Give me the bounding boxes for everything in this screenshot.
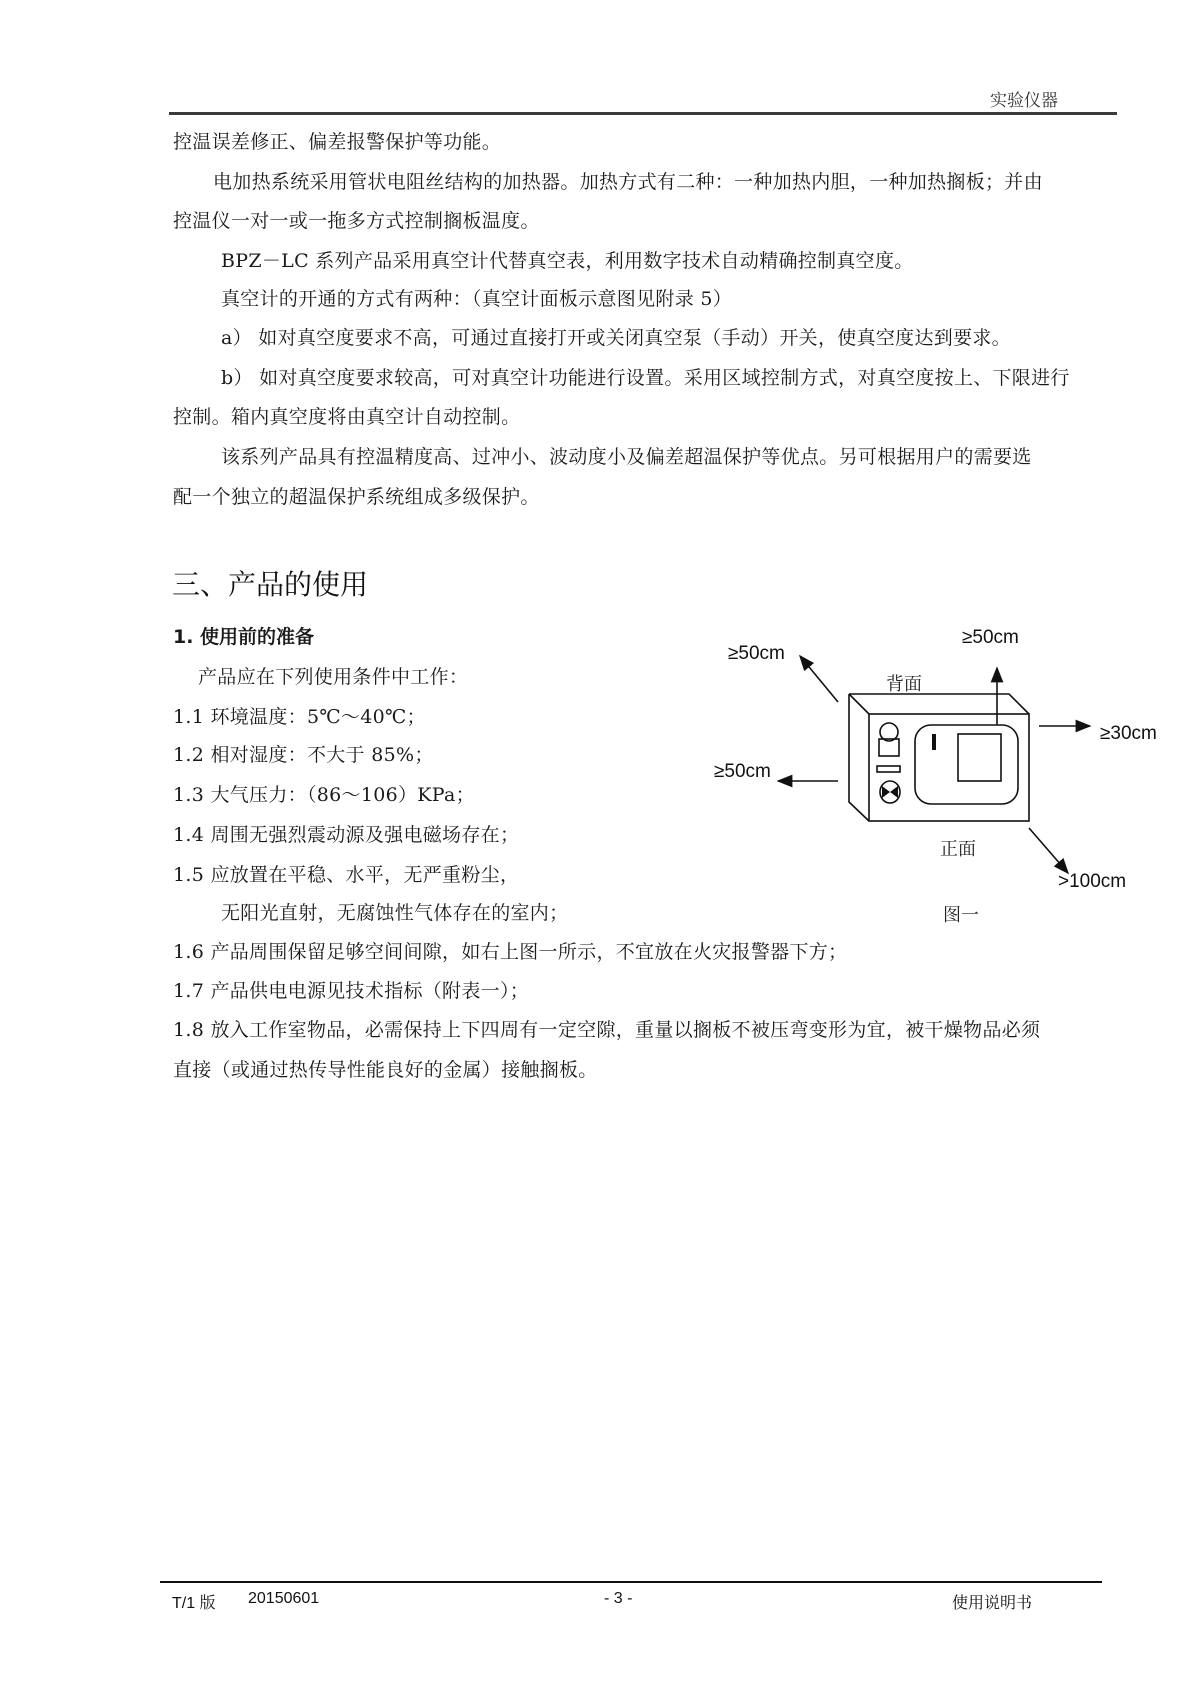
page-number: - 3 -: [604, 1590, 633, 1607]
list-item: 1.5 应放置在平稳、水平，无严重粉尘，: [173, 864, 520, 886]
paragraph-line: 该系列产品具有控温精度高、过冲小、波动度小及偏差超温保护等优点。另可根据用户的需要选: [221, 446, 1032, 468]
list-item: 1.6 产品周围保留足够空间间隙，如右上图一所示，不宜放在火灾报警器下方；: [173, 941, 848, 963]
list-item: 1.3 大气压力：（86～106）KPa；: [173, 784, 475, 806]
clearance-label-bottom-right: >100cm: [1058, 871, 1127, 892]
clearance-label-top: ≥50cm: [962, 627, 1019, 648]
list-item: 1.4 周围无强烈震动源及强电磁场存在；: [173, 824, 520, 846]
list-item: 直接（或通过热传导性能良好的金属）接触搁板。: [173, 1059, 598, 1081]
list-item: 1.2 相对湿度：不大于 85%；: [173, 744, 434, 766]
list-item: 无阳光直射，无腐蚀性气体存在的室内；: [221, 902, 569, 924]
front-face-label: 正面: [940, 839, 976, 860]
paragraph-line: b） 如对真空度要求较高，可对真空计功能进行设置。采用区域控制方式，对真空度按上、下限进行: [221, 367, 1070, 389]
footer-version: T/1 版: [172, 1595, 216, 1612]
header-rule: [169, 112, 1117, 115]
section-heading: 三、产品的使用: [172, 568, 369, 601]
paragraph-line: 控温仪一对一或一拖多方式控制搁板温度。: [173, 210, 540, 232]
subsection-heading: 1. 使用前的准备: [173, 626, 315, 648]
clearance-label-right: ≥30cm: [1100, 723, 1157, 744]
header-title: 实验仪器: [990, 91, 1058, 111]
list-item: 1.7 产品供电电源见技术指标（附表一）；: [173, 980, 530, 1002]
list-item: 1.1 环境温度：5℃～40℃；: [173, 706, 426, 728]
clearance-label-left: ≥50cm: [714, 761, 771, 782]
paragraph-line: 配一个独立的超温保护系统组成多级保护。: [173, 486, 540, 508]
paragraph-line: 控制。箱内真空度将由真空计自动控制。: [173, 406, 521, 428]
intro-text: 产品应在下列使用条件中工作：: [198, 666, 469, 688]
list-item: 1.8 放入工作室物品，必需保持上下四周有一定空隙，重量以搁板不被压弯变形为宜，被干燥物品必须: [173, 1019, 1041, 1041]
paragraph-line: BPZ－LC 系列产品采用真空计代替真空表，利用数字技术自动精确控制真空度。: [221, 250, 914, 272]
paragraph-line: 真空计的开通的方式有两种：（真空计面板示意图见附录 5）: [221, 288, 733, 310]
paragraph-line: a） 如对真空度要求不高，可通过直接打开或关闭真空泵（手动）开关，使真空度达到要求。: [221, 327, 1011, 349]
figure-caption: 图一: [943, 905, 979, 926]
clearance-label-top-left: ≥50cm: [728, 643, 785, 664]
footer-doc-title: 使用说明书: [952, 1595, 1033, 1612]
paragraph-line: 电加热系统采用管状电阻丝结构的加热器。加热方式有二种：一种加热内胆，一种加热搁板；并由: [213, 171, 1043, 193]
paragraph-line: 控温误差修正、偏差报警保护等功能。: [173, 131, 502, 153]
footer-rule: [160, 1581, 1102, 1583]
footer-date: 20150601: [248, 1590, 320, 1607]
back-face-label: 背面: [886, 674, 922, 695]
